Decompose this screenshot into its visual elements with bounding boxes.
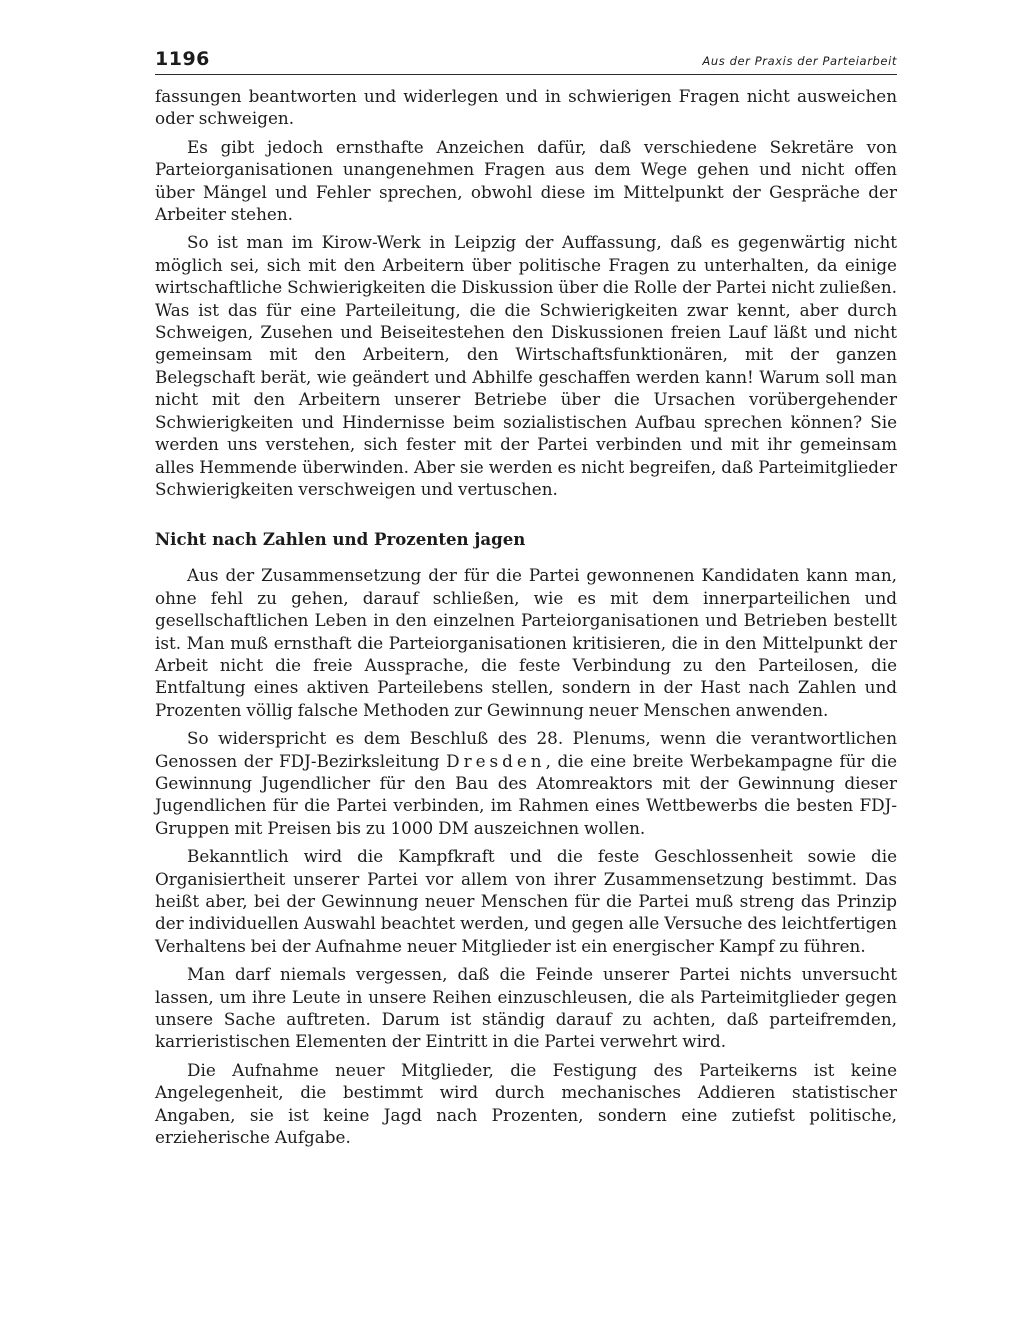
paragraph [155,727,897,839]
page-number: 1196 [155,48,210,70]
paragraph-text: So widerspricht es dem Beschluß des 28. Plenums, wenn die verantwortlichen Genossen der FDJ-Bezirksleitung [155,728,897,771]
paragraph: Bekanntlich wird die Kampfkraft und die feste Geschlossenheit sowie die Organisiertheit unserer Partei vor allem von ihrer Zusammensetzung bestimmt. Das heißt aber, bei der Gewinnung neuer Menschen für die Partei muß streng das Prinzip der individuellen Auswahl beachtet werden, und gegen alle Versuche des leichtfertigen Verhaltens bei der Aufnahme neuer Mitglieder ist ein energischer Kampf zu führen. [155,846,897,956]
section-heading: Nicht nach Zahlen und Prozenten jagen [155,529,526,550]
paragraph: Aus der Zusammensetzung der für die Partei gewonnenen Kandidaten kann man, ohne fehl zu gehen, darauf schließen, wie es mit dem innerparteilichen und gesellschaftlichen Leben in den einzelnen Parteiorganisationen und Betrieben bestellt ist. Man muß ernsthaft die Parteiorganisationen kritisieren, die in den Mittelpunkt der Arbeit nicht die freie Aussprache, die feste Verbindung zu den Parteilosen, die Entfaltung eines aktiven Parteilebens stellen, sondern in der Hast nach Zahlen und Prozenten völlig falsche Methoden zur Gewinnung neuer Menschen anwenden. [155,565,897,720]
emphasized-word: Dresden [446,750,546,771]
running-header [155,46,897,75]
paragraph: Es gibt jedoch ernsthafte Anzeichen dafür, daß verschiedene Sekretäre von Parteiorganisationen unangenehmen Fragen aus dem Wege gehen und nicht offen über Mängel und Fehler sprechen, obwohl diese im Mittelpunkt der Gespräche der Arbeiter stehen. [155,136,897,225]
paragraph-continuation: fassungen beantworten und widerlegen und in schwierigen Fragen nicht ausweichen oder schweigen. [155,86,897,129]
running-title: Aus der Praxis der Parteiarbeit [702,54,897,68]
document-page [155,46,897,1154]
paragraph-text: , die eine breite Werbekampagne für die Gewinnung Jugendlicher für den Bau des Atomreaktors mit der Gewinnung dieser Jugendlichen für die Partei verbinden, im Rahmen eines Wettbewerbs die besten FDJ-Gruppen mit Preisen bis zu 1000 DM auszeichnen wollen. [155,750,897,838]
paragraph: Die Aufnahme neuer Mitglieder, die Festigung des Parteikerns ist keine Angelegenheit, die bestimmt wird durch mechanisches Addieren statistischer Angaben, sie ist keine Jagd nach Prozenten, sondern eine zutiefst politische, erzieherische Aufgabe. [155,1059,897,1148]
paragraph: Man darf niemals vergessen, daß die Feinde unserer Partei nichts unversucht lassen, um ihre Leute in unsere Reihen einzuschleusen, die als Parteimitglieder gegen unsere Sache auftreten. Darum ist ständig darauf zu achten, daß parteifremden, karrieristischen Elementen der Eintritt in die Partei verwehrt wird. [155,964,897,1052]
body-text [155,85,897,1148]
paragraph: So ist man im Kirow-Werk in Leipzig der Auffassung, daß es gegenwärtig nicht möglich sei, sich mit den Arbeitern über politische Fragen zu unterhalten, da einige wirtschaftliche Schwierigkeiten die Diskussion über die Rolle der Partei nicht zuließen. Was ist das für eine Parteileitung, die die Schwierigkeiten zwar kennt, aber durch Schweigen, Zusehen und Beiseitestehen den Diskussionen freien Lauf läßt und nicht gemeinsam mit den Arbeitern, den Wirtschaftsfunktionären, mit der ganzen Belegschaft berät, wie geändert und Abhilfe geschaffen werden kann! Warum soll man nicht mit den Arbeitern unserer Betriebe über die Ursachen vorübergehender Schwierigkeiten und Hindernisse beim sozialistischen Aufbau sprechen können? Sie werden uns verstehen, sich fester mit der Partei verbinden und mit ihr gemeinsam alles Hemmende überwinden. Aber sie werden es nicht begreifen, daß Parteimitglieder Schwierigkeiten verschweigen und vertuschen. [155,232,897,499]
